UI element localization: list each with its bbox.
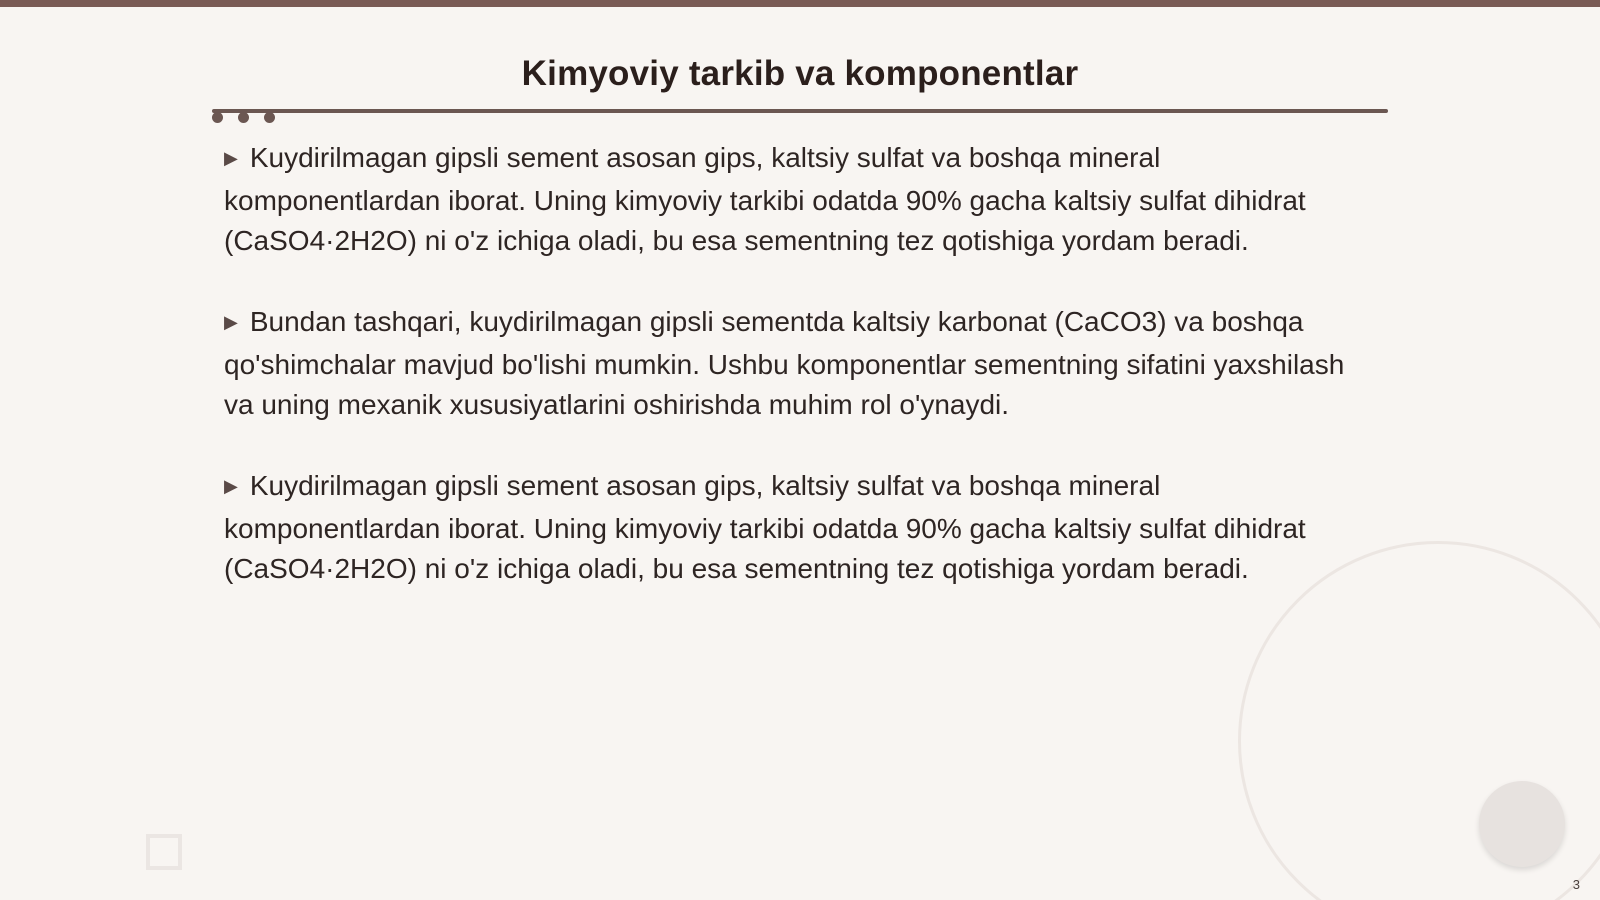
bullet-paragraph-2	[224, 302, 1354, 425]
paragraph-text: Kuydirilmagan gipsli sement asosan gips, kaltsiy sulfat va boshqa mineral komponentlardan iborat. Uning kimyoviy tarkibi odatda 90% gacha kaltsiy sulfat dihidrat (CaSO4·2H2O) ni o'z ichiga oladi, bu esa sementning tez qotishiga yordam beradi.	[224, 142, 1306, 256]
bullet-paragraph-3	[224, 466, 1354, 589]
triangle-bullet-icon: ▶	[224, 312, 238, 332]
top-accent-bar	[0, 0, 1600, 7]
decorative-ball	[1479, 781, 1565, 867]
page-number: 3	[1572, 877, 1580, 892]
triangle-bullet-icon: ▶	[224, 476, 238, 496]
rule-dot-icon	[212, 112, 223, 123]
title-underline	[212, 109, 1388, 113]
triangle-bullet-icon: ▶	[224, 148, 238, 168]
paragraph-text: Bundan tashqari, kuydirilmagan gipsli sementda kaltsiy karbonat (CaCO3) va boshqa qo'shimchalar mavjud bo'lishi mumkin. Ushbu komponentlar sementning sifatini yaxshilash va uning mexanik xususiyatlarini oshirishda muhim rol o'ynaydi.	[224, 306, 1345, 420]
bullet-paragraph-1	[224, 138, 1354, 261]
decorative-square	[146, 834, 182, 870]
slide-title: Kimyoviy tarkib va komponentlar	[521, 54, 1079, 93]
bullet-list	[224, 138, 1354, 630]
rule-dot-icon	[238, 112, 249, 123]
paragraph-text: Kuydirilmagan gipsli sement asosan gips, kaltsiy sulfat va boshqa mineral komponentlardan iborat. Uning kimyoviy tarkibi odatda 90% gacha kaltsiy sulfat dihidrat (CaSO4·2H2O) ni o'z ichiga oladi, bu esa sementning tez qotishiga yordam beradi.	[224, 470, 1306, 584]
rule-dot-icon	[264, 112, 275, 123]
